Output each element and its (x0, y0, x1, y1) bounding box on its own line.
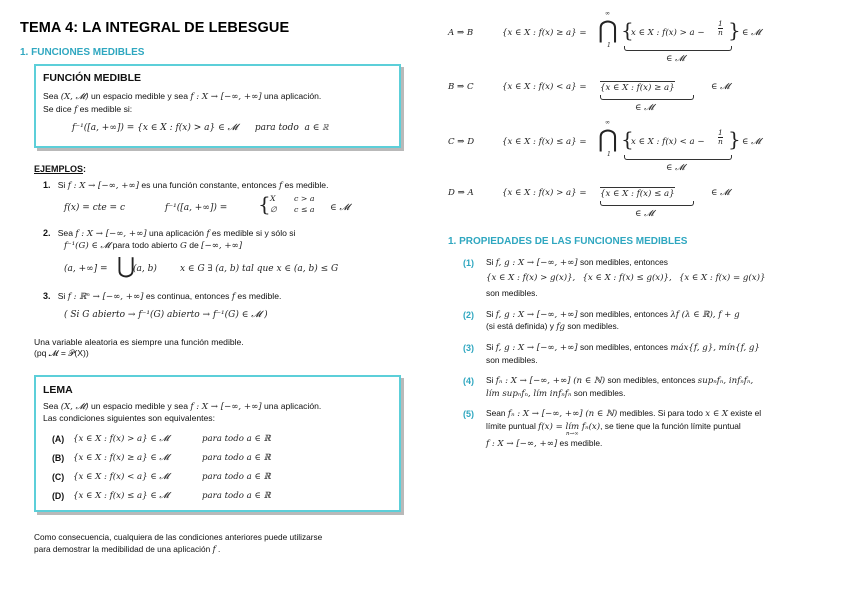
example-2-formula-a: (a, +∞] = (64, 264, 108, 274)
implication-label: B ⇒ C (448, 82, 474, 92)
property-4-line-1: Si fₙ : X → [−∞, +∞] (n ∈ ℕ) son medibles, entonces supₙfₙ, infₙfₙ, (486, 375, 754, 386)
intersection-sup: ∞ (605, 119, 610, 126)
underbrace-label: ∈ 𝓜 (635, 103, 654, 113)
ejemplos-heading: EJEMPLOS: (34, 164, 87, 174)
left-brace: { (621, 127, 634, 151)
fraction-one-over-n: $\frac{1}{n}$ (718, 128, 723, 146)
lema-line-2: Las condiciones siguientes son equivalentes: (43, 413, 215, 423)
property-2-line-1: Si f, g : X → [−∞, +∞] son medibles, entonces λf (λ ∈ ℝ), f + g (486, 309, 740, 320)
note-line-2: (pq 𝓜 = 𝒫(X)) (34, 348, 89, 358)
section-heading-propiedades: 1. PROPIEDADES DE LAS FUNCIONES MEDIBLES (448, 236, 688, 247)
lema-item-label: (B) (52, 453, 65, 463)
proof-lhs: {x ∈ X : f(x) ≥ a} = (502, 28, 587, 38)
cases-brace: { (258, 192, 271, 216)
lema-item-set: {x ∈ X : f(x) ≤ a} ∈ 𝓜 (73, 491, 170, 501)
property-5-line-2: límite puntual f(x) = lím fₙ(x), se tiene que la función límite puntual (486, 421, 741, 432)
definition-formula: f⁻¹([a, +∞]) = {x ∈ X : f(x) > a} ∈ 𝓜 para todo a ∈ ℝ (72, 123, 329, 133)
proof-set: x ∈ X : f(x) < a − (631, 137, 705, 147)
consequence-line-1: Como consecuencia, cualquiera de las condiciones anteriores puede utilizarse (34, 532, 323, 542)
example-1-formula-c: ∈ 𝓜 (330, 203, 350, 213)
property-1-line-3: son medibles. (486, 288, 538, 298)
membership: ∈ 𝓜 (742, 137, 761, 147)
case-1-value: X (270, 194, 276, 203)
example-2-text-line-1: 2. Sea f : X → [−∞, +∞] una aplicación f es medible si y sólo si (43, 228, 296, 239)
property-number: (1) (463, 258, 474, 268)
example-1-formula-a: f(x) = cte = c (64, 203, 125, 213)
lema-item-label: (D) (52, 491, 65, 501)
complement-set: {x ∈ X : f(x) ≤ a} (600, 189, 675, 199)
property-4-line-2: lím supₙfₙ, lím infₙfₙ son medibles. (486, 388, 626, 399)
right-brace: } (728, 127, 741, 151)
underbrace-label: ∈ 𝓜 (666, 163, 685, 173)
definition-heading: FUNCIÓN MEDIBLE (43, 72, 141, 84)
lema-item-condition: para todo a ∈ ℝ (202, 434, 271, 444)
property-number: (4) (463, 376, 474, 386)
proof-lhs: {x ∈ X : f(x) > a} = (502, 188, 587, 198)
intersection-symbol: ⋂ (598, 125, 618, 153)
property-2-line-2: (si está definida) y fg son medibles. (486, 321, 619, 332)
consequence-line-2: para demostrar la medibilidad de una aplicación f . (34, 544, 221, 555)
property-1-line-2: {x ∈ X : f(x) > g(x)}, {x ∈ X : f(x) ≤ g(x)}, {x ∈ X : f(x) = g(x)} (486, 273, 766, 283)
implication-label: D ⇒ A (448, 188, 474, 198)
membership: ∈ 𝓜 (711, 82, 730, 92)
case-2-condition: c ≤ a (294, 205, 315, 214)
lema-item-condition: para todo a ∈ ℝ (202, 491, 271, 501)
underbrace (600, 201, 694, 206)
lema-item-set: {x ∈ X : f(x) < a} ∈ 𝓜 (73, 472, 170, 482)
underbrace (600, 95, 694, 100)
implication-label: A ⇒ B (448, 28, 474, 38)
lema-heading: LEMA (43, 384, 73, 396)
property-number: (3) (463, 343, 474, 353)
lema-item-label: (A) (52, 434, 65, 444)
underbrace (624, 46, 732, 51)
implication-label: C ⇒ D (448, 137, 475, 147)
definition-line-2: Se dice f es medible si: (43, 104, 133, 115)
membership: ∈ 𝓜 (742, 28, 761, 38)
page-title: TEMA 4: LA INTEGRAL DE LEBESGUE (20, 20, 290, 36)
property-5-line-1: Sean fₙ : X → [−∞, +∞] (n ∈ ℕ) medibles. Si para todo x ∈ X existe el (486, 408, 762, 419)
lema-item-set: {x ∈ X : f(x) ≥ a} ∈ 𝓜 (73, 453, 170, 463)
fraction-one-over-n: $\frac{1}{n}$ (718, 19, 723, 37)
intersection-symbol: ⋂ (598, 16, 618, 44)
example-2-formula-b: (a, b) (133, 264, 157, 274)
lema-item-condition: para todo a ∈ ℝ (202, 453, 271, 463)
case-1-condition: c > a (294, 194, 315, 203)
example-3-text: 3. Si f : ℝⁿ → [−∞, +∞] es continua, entonces f es medible. (43, 291, 282, 302)
proof-lhs: {x ∈ X : f(x) ≤ a} = (502, 137, 587, 147)
lema-line-1: Sea (X, 𝓜) un espacio medible y sea f : X → [−∞, +∞] una aplicación. (43, 401, 322, 412)
example-1-formula-b: f⁻¹([a, +∞]) = (165, 203, 228, 213)
intersection-sup: ∞ (605, 10, 610, 17)
property-3-line-2: son medibles. (486, 355, 538, 365)
property-3-line-1: Si f, g : X → [−∞, +∞] son medibles, entonces máx{f, g}, mín{f, g} (486, 342, 760, 353)
lema-item-condition: para todo a ∈ ℝ (202, 472, 271, 482)
proof-lhs: {x ∈ X : f(x) < a} = (502, 82, 587, 92)
property-number: (5) (463, 409, 474, 419)
property-number: (2) (463, 310, 474, 320)
complement-set: {x ∈ X : f(x) ≥ a} (600, 83, 675, 93)
right-brace: } (728, 18, 741, 42)
note-line-1: Una variable aleatoria es siempre una función medible. (34, 337, 244, 347)
example-2-text-line-2: f⁻¹(G) ∈ 𝓜 para todo abierto G de [−∞, +∞] (64, 240, 243, 251)
underbrace-label: ∈ 𝓜 (666, 54, 685, 64)
intersection-sub: 1 (607, 151, 611, 158)
union-symbol: ⋃ (117, 254, 136, 279)
lema-item-set: {x ∈ X : f(x) > a} ∈ 𝓜 (73, 434, 170, 444)
section-heading-funciones-medibles: 1. FUNCIONES MEDIBLES (20, 47, 145, 58)
proof-set: x ∈ X : f(x) > a − (631, 28, 705, 38)
limit-subscript: n→∞ (566, 431, 579, 437)
underbrace-label: ∈ 𝓜 (635, 209, 654, 219)
example-2-formula-c: x ∈ G ∃ (a, b) tal que x ∈ (a, b) ≤ G (180, 264, 339, 274)
property-1-line-1: Si f, g : X → [−∞, +∞] son medibles, entonces (486, 257, 668, 268)
definition-line-1: Sea (X, 𝓜) un espacio medible y sea f : X → [−∞, +∞] una aplicación. (43, 91, 322, 102)
membership: ∈ 𝓜 (711, 188, 730, 198)
underbrace (624, 155, 732, 160)
example-1-text: 1. Si f : X → [−∞, +∞] es una función constante, entonces f es medible. (43, 180, 329, 191)
example-3-formula: ( Si G abierto → f⁻¹(G) abierto → f⁻¹(G) ∈ 𝓜 ) (64, 310, 268, 320)
case-2-value: ∅ (270, 205, 277, 214)
intersection-sub: 1 (607, 42, 611, 49)
left-brace: { (621, 18, 634, 42)
lema-item-label: (C) (52, 472, 65, 482)
property-5-line-3: f : X → [−∞, +∞] es medible. (486, 438, 603, 449)
